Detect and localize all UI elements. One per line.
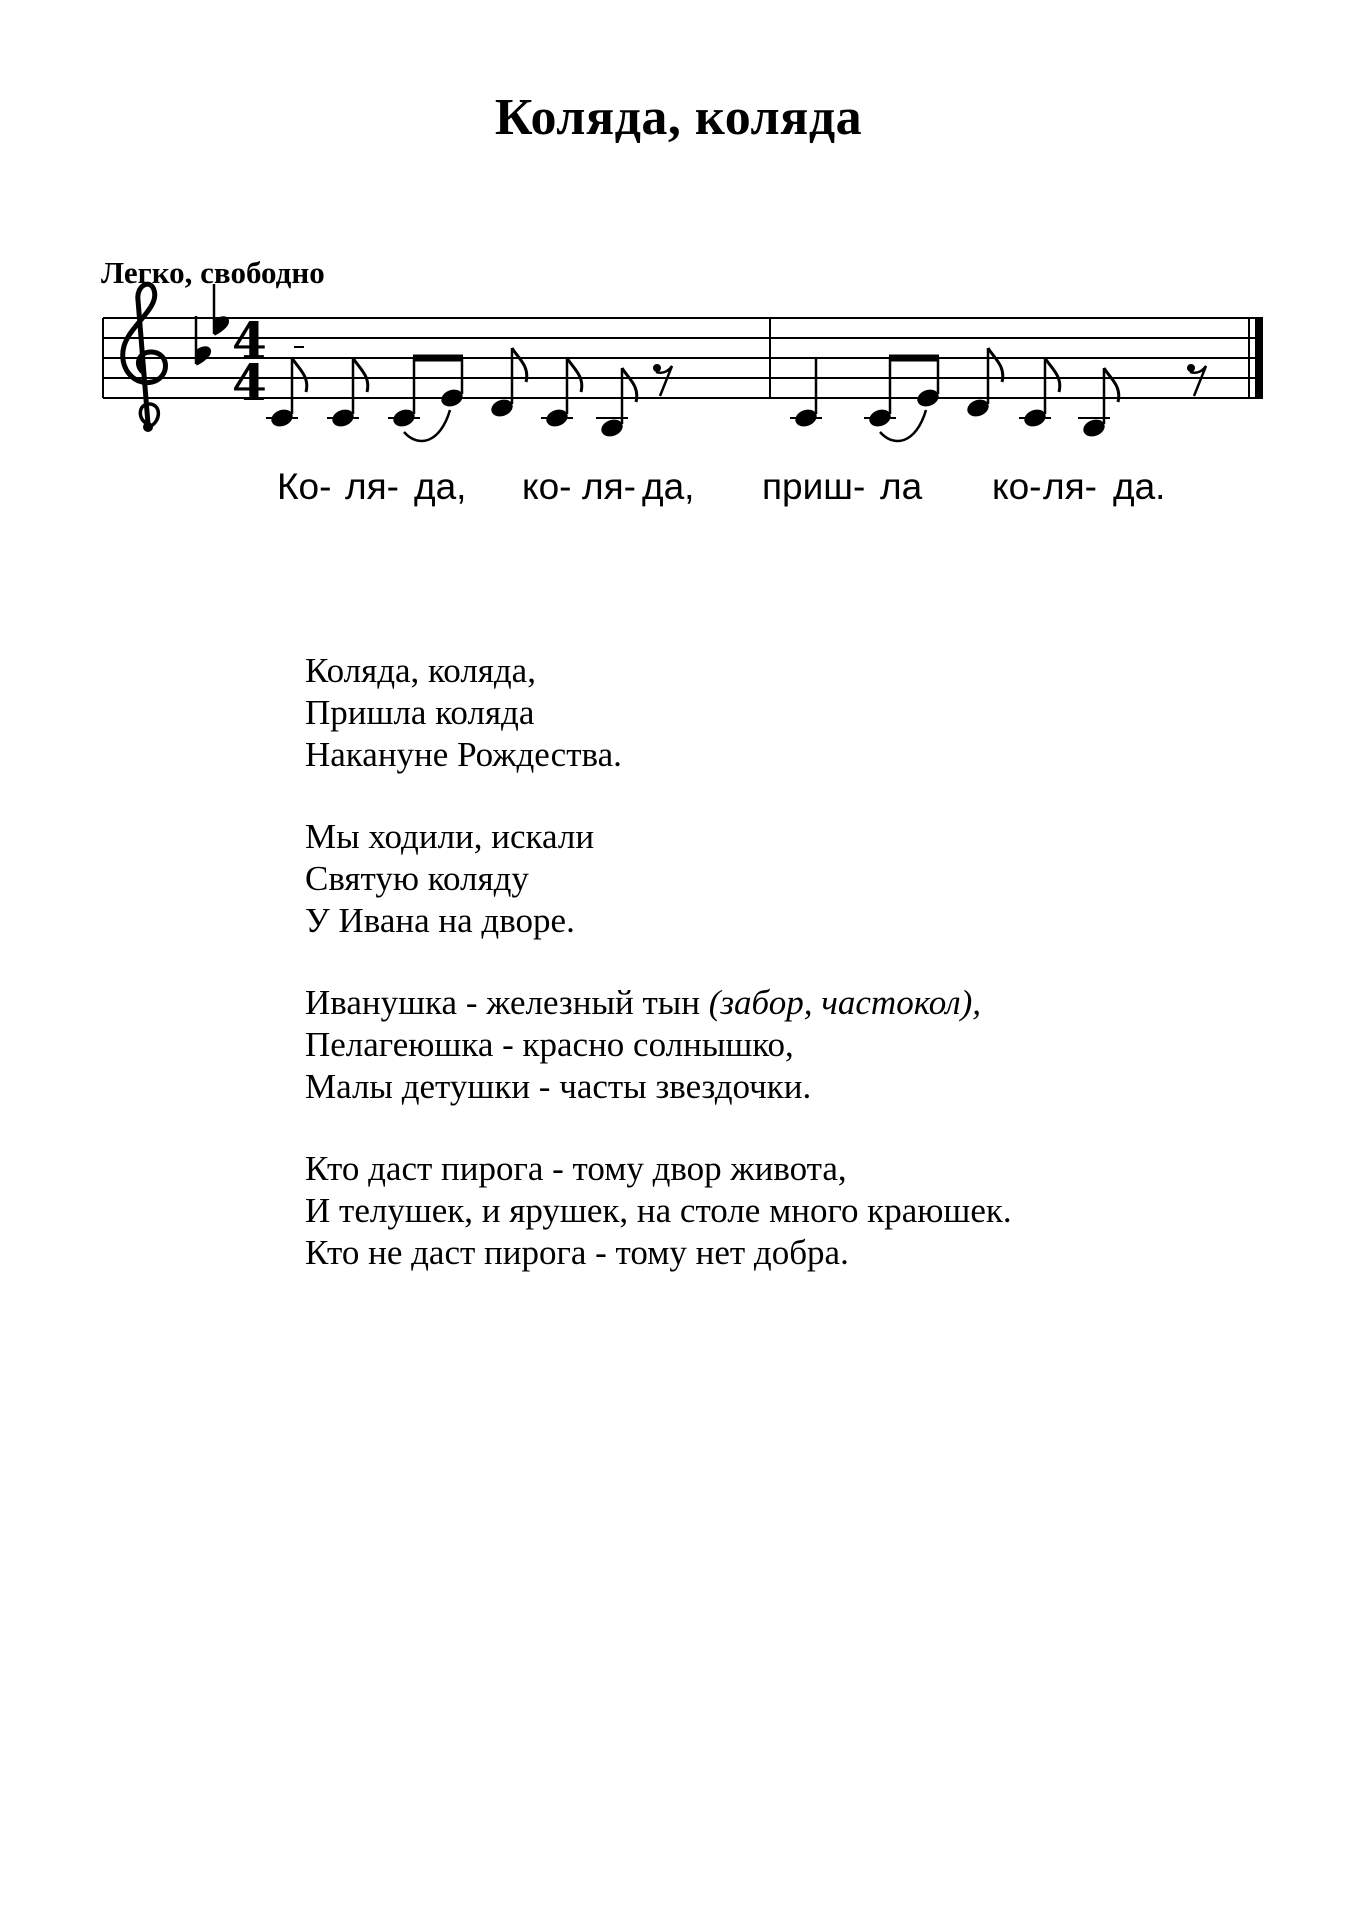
- lyric-syllable: ла: [880, 466, 923, 507]
- lyric-syllable: Ко-: [277, 466, 332, 507]
- lyric-syllable: да.: [1113, 466, 1166, 507]
- lyrics-text: [305, 650, 1012, 1314]
- lyric-text: Иванушка - железный тын: [305, 983, 709, 1022]
- lyric-line: [305, 982, 1012, 1024]
- time-signature-bottom: 4: [232, 353, 267, 412]
- stanza: [305, 816, 1012, 942]
- lyric-line: Пелагеюшка - красно солнышко,: [305, 1025, 794, 1064]
- time-signature-top: 4: [232, 311, 267, 370]
- note: [269, 347, 307, 429]
- eighth-rest-icon: [653, 364, 672, 396]
- lyric-line: Пришла коляда: [305, 693, 535, 732]
- page-title: Коляда, коляда: [494, 89, 863, 146]
- lyric-line: Коляда, коляда,: [305, 651, 536, 690]
- lyric-line: Кто даст пирога - тому двор живота,: [305, 1149, 847, 1188]
- lyric-line: Кто не даст пирога - тому нет добра.: [305, 1233, 849, 1272]
- note: [439, 358, 465, 409]
- lyric-syllable: да,: [642, 466, 695, 507]
- flat-icon: [196, 316, 209, 364]
- stanza: [305, 1148, 1012, 1274]
- lyric-syllable: приш-: [762, 466, 866, 507]
- eighth-rest-icon: [1187, 364, 1206, 396]
- lyric-syllable: ля-: [345, 466, 399, 507]
- lyric-line: Малы детушки - часты звездочки.: [305, 1067, 812, 1106]
- lyric-syllable: ко-: [992, 466, 1042, 507]
- stanza: [305, 650, 1012, 776]
- lyric-syllable: ля-: [1043, 466, 1097, 507]
- lyric-syllable: да,: [414, 466, 467, 507]
- staff-lines: [103, 318, 1263, 398]
- lyric-line: И телушек, и ярушек, на столе много краюшек.: [305, 1191, 1012, 1230]
- music-staff: [0, 0, 1357, 520]
- lyric-syllable: ко-: [522, 466, 572, 507]
- stanza: [305, 982, 1012, 1108]
- lyric-line: Мы ходили, искали: [305, 817, 595, 856]
- lyric-syllable: ля-: [582, 466, 636, 507]
- tempo-marking: Легко, свободно: [101, 255, 325, 290]
- lyric-annotation: (забор, частокол),: [708, 983, 982, 1022]
- lyric-line: У Ивана на дворе.: [305, 901, 575, 940]
- lyric-line: Святую коляду: [305, 859, 529, 898]
- note: [915, 358, 941, 409]
- lyric-line: Накануне Рождества.: [305, 735, 622, 774]
- flat-icon: [214, 284, 227, 334]
